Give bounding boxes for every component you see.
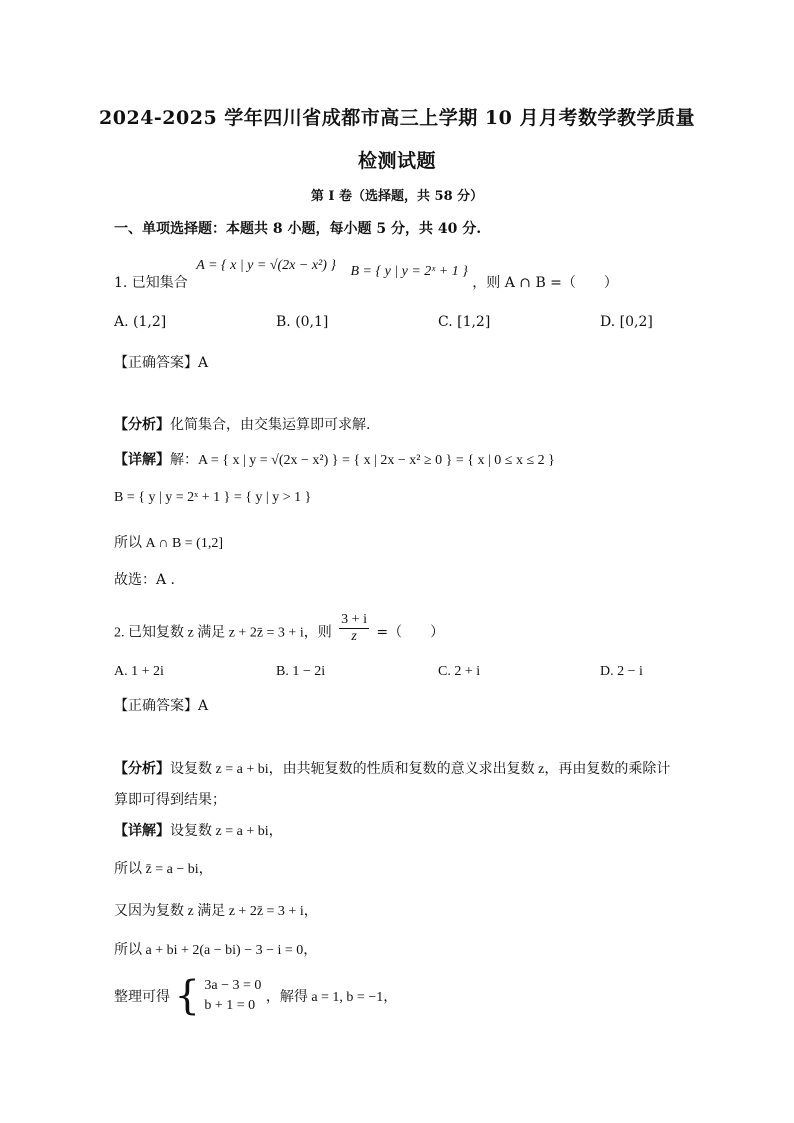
q2-answer: 【正确答案】A bbox=[114, 698, 209, 714]
page-title: 2024-2025 学年四川省成都市高三上学期 10 月月考数学教学质量 bbox=[99, 107, 695, 129]
q1-detail-4: 故选：A . bbox=[114, 572, 176, 588]
q1-option-b: B. (0,1] bbox=[276, 314, 329, 330]
q2-option-b: B. 1 − 2i bbox=[276, 664, 326, 679]
q1-set-a: A = { x | y = √(2x − x²) } bbox=[196, 258, 337, 273]
section-heading: 一、单项选择题：本题共 8 小题，每小题 5 分，共 40 分. bbox=[114, 221, 482, 237]
q2-prefix: 2. 已知复数 z 满足 z + 2z̄ = 3 + i，则 bbox=[114, 625, 332, 641]
q2-option-c: C. 2 + i bbox=[438, 664, 481, 679]
q2-detail-1-text: 设复数 z = a + bi， bbox=[170, 824, 283, 839]
q2-detail-2: 所以 z̄ = a − bi， bbox=[114, 862, 213, 877]
q1-detail-1-text: 解：A = { x | y = √(2x − x²) } = { x | 2x − x² ≥ 0 } = { x | 0 ≤ x ≤ 2 } bbox=[170, 453, 555, 468]
q1-analysis-label: 【分析】 bbox=[114, 417, 170, 433]
q1-set-b: B = { y | y = 2ˣ + 1 } bbox=[350, 264, 468, 279]
q1-option-a: A. (1,2] bbox=[114, 314, 167, 330]
q1-answer: 【正确答案】A bbox=[114, 355, 209, 371]
q2-sys-eq-2: b + 1 = 0 bbox=[204, 998, 256, 1013]
q2-detail-label: 【详解】 bbox=[114, 823, 170, 839]
q2-analysis-2: 算即可得到结果； bbox=[114, 792, 226, 808]
q2-fraction bbox=[339, 612, 369, 645]
q2-analysis-text-1: 设复数 z = a + bi，由共轭复数的性质和复数的意义求出复数 z，再由复数的乘除计 bbox=[170, 762, 671, 777]
q2-ask: =（ ） bbox=[376, 624, 445, 641]
page-title-line2: 检测试题 bbox=[357, 150, 436, 172]
q2-detail-3: 又因为复数 z 满足 z + 2z̄ = 3 + i， bbox=[114, 904, 318, 919]
part-heading: 第 I 卷（选择题，共 58 分） bbox=[310, 189, 484, 204]
q2-frac-den: z bbox=[351, 629, 357, 644]
q1-analysis bbox=[114, 414, 370, 434]
q2-detail-4: 所以 a + bi + 2(a − bi) − 3 − i = 0， bbox=[114, 943, 318, 958]
q2-analysis-label: 【分析】 bbox=[114, 761, 170, 777]
q1-stem bbox=[114, 258, 618, 292]
q1-detail-1 bbox=[114, 449, 555, 469]
q2-option-a: A. 1 + 2i bbox=[114, 664, 164, 679]
q2-detail-1 bbox=[114, 820, 283, 840]
q2-detail-5 bbox=[114, 973, 398, 1019]
q2-frac-num: 3 + i bbox=[341, 612, 367, 627]
q2-detail-5-prefix: 整理可得 bbox=[114, 989, 170, 1005]
q1-ask: ，则 A ∩ B =（ ） bbox=[472, 275, 618, 291]
q1-detail-3: 所以 A ∩ B = (1,2] bbox=[114, 536, 224, 551]
q1-option-c: C. [1,2] bbox=[438, 314, 491, 330]
q2-detail-5-suffix: ，解得 a = 1, b = −1， bbox=[265, 990, 398, 1005]
q1-prefix: 1. 已知集合 bbox=[114, 275, 188, 291]
q1-detail-2: B = { y | y = 2ˣ + 1 } = { y | y > 1 } bbox=[114, 490, 312, 505]
q1-detail-label: 【详解】 bbox=[114, 452, 170, 468]
q2-stem bbox=[114, 612, 445, 649]
q1-option-d: D. [0,2] bbox=[600, 314, 653, 330]
q2-sys-eq-1: 3a − 3 = 0 bbox=[204, 978, 262, 993]
q1-analysis-text: 化简集合，由交集运算即可求解. bbox=[170, 417, 371, 433]
system-brace: { bbox=[174, 973, 200, 1019]
equation-system bbox=[204, 976, 261, 1016]
q2-option-d: D. 2 − i bbox=[600, 664, 643, 679]
q2-analysis-1 bbox=[114, 758, 670, 778]
